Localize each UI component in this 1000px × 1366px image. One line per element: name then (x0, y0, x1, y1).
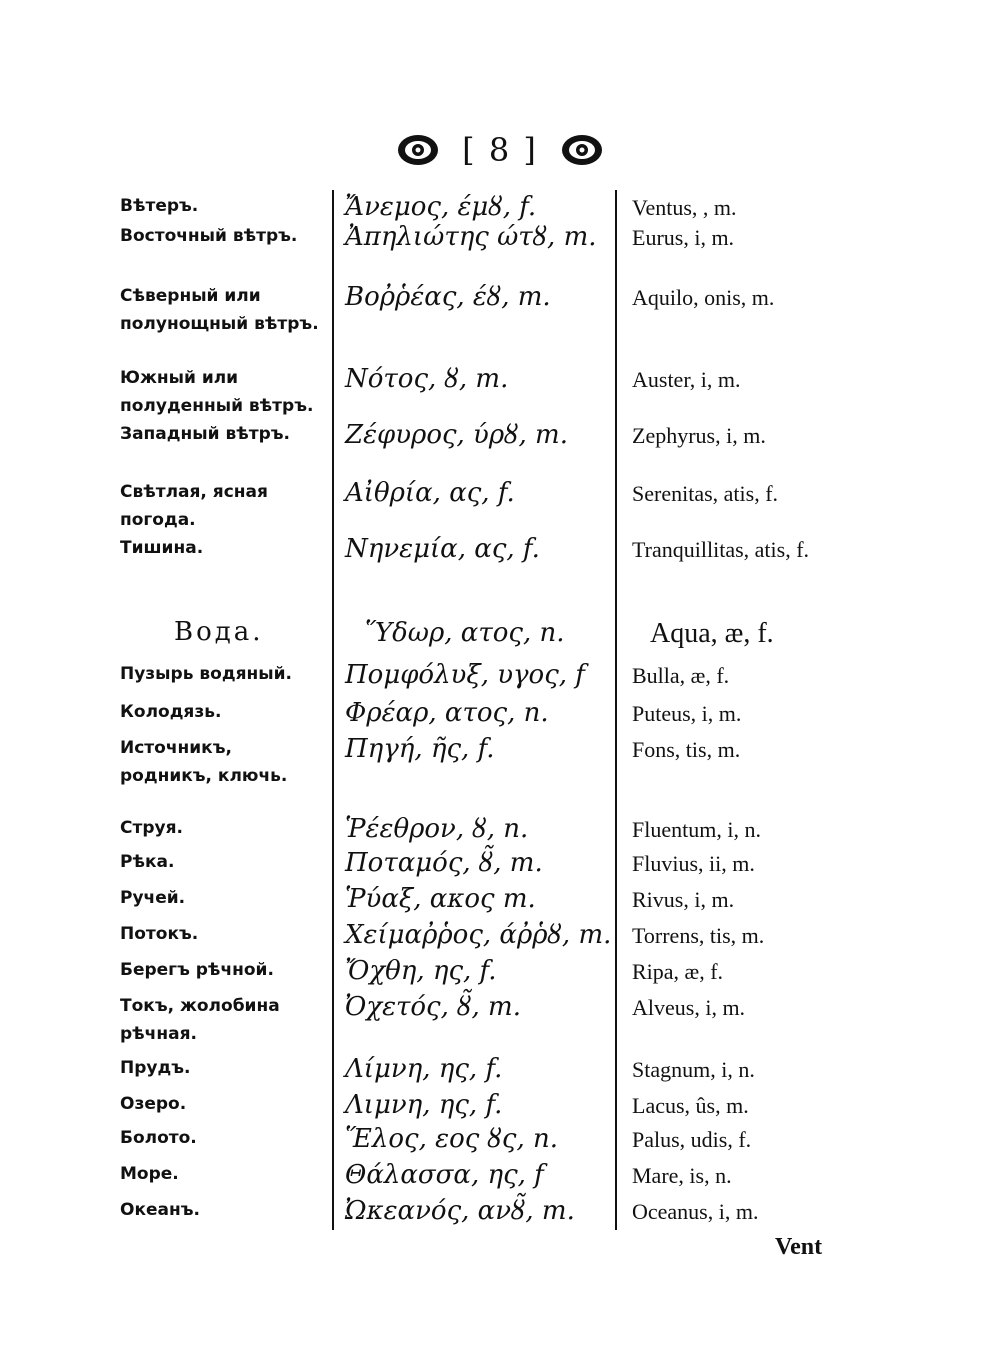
russian-term: Озеро. (120, 1094, 187, 1114)
latin-term: Ripa, æ, f. (632, 959, 724, 984)
table-row (0, 734, 1000, 786)
page-header (0, 128, 1000, 169)
table-row (0, 1090, 1000, 1120)
russian-term: Берегъ рѣчной. (120, 960, 274, 980)
latin-term: Mare, is, n. (632, 1163, 732, 1188)
latin-term: Alveus, i, m. (632, 995, 746, 1020)
latin-term: Puteus, i, m. (632, 701, 742, 726)
russian-term: Прудъ. (120, 1058, 191, 1078)
table-row (0, 222, 1000, 252)
russian-term: Вода. (174, 617, 264, 647)
russian-term: Море. (120, 1164, 179, 1184)
table-row (0, 1124, 1000, 1154)
greek-term: Λιμνη, ης, f. (345, 1090, 503, 1120)
russian-term: Источникъ, родникъ, ключь. (120, 738, 288, 786)
greek-term: Χείμαῤῥος, άῤῥȣ, m. (345, 920, 612, 950)
russian-term: Вѣтеръ. (120, 196, 199, 216)
greek-term: Πηγή, ῆς, f. (345, 734, 495, 764)
table-row (0, 534, 1000, 564)
latin-term: Bulla, æ, f. (632, 663, 730, 688)
greek-term: Νηνεμία, ας, f. (345, 534, 540, 564)
greek-term: Ὕδωρ, ατος, n. (365, 618, 565, 648)
russian-term: Пузырь водяный. (120, 664, 292, 684)
greek-term: Ἕλος, εος ȣς, n. (345, 1124, 559, 1154)
russian-term: Южный или полуденный вѣтръ. (120, 368, 314, 416)
latin-term: Torrens, tis, m. (632, 923, 765, 948)
table-row (0, 992, 1000, 1044)
latin-term: Aqua, æ, f. (650, 618, 774, 649)
table-row (0, 1196, 1000, 1226)
table-row (0, 192, 1000, 222)
greek-term: Ῥύαξ, ακος m. (345, 884, 536, 914)
russian-term: Рѣка. (120, 852, 175, 872)
latin-term: Auster, i, m. (632, 367, 741, 392)
russian-term: Восточный вѣтръ. (120, 226, 298, 246)
greek-term: Πομφόλυξ, υγος, f (345, 660, 585, 690)
rosette-ornament-left-icon (396, 132, 440, 168)
greek-term: Φρέαρ, ατος, n. (345, 698, 549, 728)
latin-term: Aquilo, onis, m. (632, 285, 775, 310)
greek-term: Ἄνεμος, έμȣ, f. (345, 192, 537, 222)
russian-term: Колодязь. (120, 702, 222, 722)
column-rule-right (615, 190, 617, 1230)
table-row (0, 920, 1000, 950)
russian-term: Тишина. (120, 538, 204, 558)
latin-term: Fluvius, ii, m. (632, 851, 755, 876)
russian-term: Струя. (120, 818, 183, 838)
latin-term: Serenitas, atis, f. (632, 481, 779, 506)
latin-term: Fons, tis, m. (632, 737, 741, 762)
latin-term: Oceanus, i, m. (632, 1199, 759, 1224)
greek-term: Ὄχθη, ης, f. (345, 956, 497, 986)
russian-term: Западный вѣтръ. (120, 424, 290, 444)
latin-term: Stagnum, i, n. (632, 1057, 755, 1082)
latin-term: Ventus, , m. (632, 195, 737, 220)
rosette-ornament-right-icon (560, 132, 604, 168)
russian-term: Ручей. (120, 888, 186, 908)
russian-term: Свѣтлая, ясная погода. (120, 482, 268, 530)
table-row (0, 884, 1000, 914)
greek-term: Ὀχετός, ȣ̃, m. (345, 992, 521, 1022)
greek-term: Ζέφυρος, ύρȣ, m. (345, 420, 568, 450)
latin-term: Rivus, i, m. (632, 887, 735, 912)
greek-term: Αἰθρία, ας, f. (345, 478, 515, 508)
table-row (0, 364, 1000, 416)
greek-term: Βοῤῥέας, έȣ, m. (345, 282, 551, 312)
russian-term: Потокъ. (120, 924, 199, 944)
table-row (0, 956, 1000, 986)
table-row (0, 848, 1000, 878)
table-row (0, 420, 1000, 450)
greek-term: Ῥέεθρον, ȣ, n. (345, 814, 529, 844)
greek-term: Θάλασσα, ης, f (345, 1160, 544, 1190)
latin-term: Palus, udis, f. (632, 1127, 752, 1152)
russian-term: Токъ, жолобина рѣчная. (120, 996, 280, 1044)
page-number: [ 8 ] (462, 130, 538, 169)
russian-term: Сѣверный или полунощный вѣтръ. (120, 286, 319, 334)
table-row (0, 282, 1000, 334)
table-row (0, 1160, 1000, 1190)
column-rule-left (332, 190, 334, 1230)
table-row (0, 478, 1000, 530)
latin-term: Tranquillitas, atis, f. (632, 537, 810, 562)
greek-term: Ἀπηλιώτης ώτȣ, m. (345, 222, 597, 252)
latin-term: Fluentum, i, n. (632, 817, 761, 842)
latin-term: Zephyrus, i, m. (632, 423, 766, 448)
table-row (0, 660, 1000, 690)
latin-term: Lacus, ûs, m. (632, 1093, 749, 1118)
table-row (0, 1054, 1000, 1084)
greek-term: Νότος, ȣ, m. (345, 364, 509, 394)
latin-term: Eurus, i, m. (632, 225, 735, 250)
greek-term: Λίμνη, ης, f. (345, 1054, 503, 1084)
table-row (0, 698, 1000, 728)
catchword: Vent (775, 1234, 823, 1260)
greek-term: Ποταμός, ȣ̃, m. (345, 848, 543, 878)
russian-term: Болото. (120, 1128, 197, 1148)
section-heading-row (0, 617, 1000, 649)
greek-term: Ὠκεανός, ανȣ̃, m. (345, 1196, 575, 1226)
russian-term: Океанъ. (120, 1200, 200, 1220)
table-row (0, 814, 1000, 844)
